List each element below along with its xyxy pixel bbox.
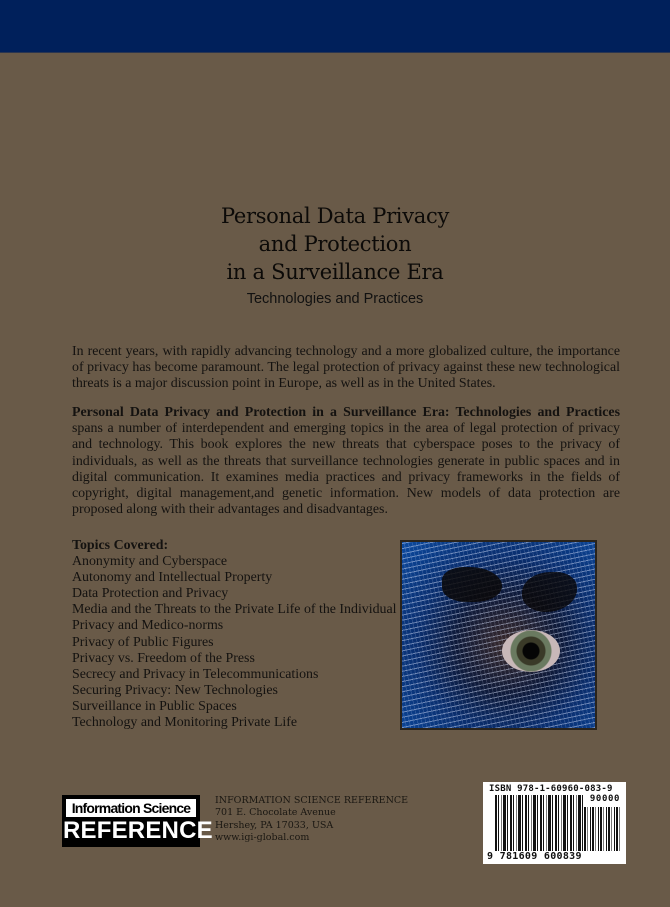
description-book-title: Personal Data Privacy and Protection in a Surveillance Era: Technologies and Practices <box>72 405 620 420</box>
logo-text-top: Information Science <box>66 799 196 817</box>
top-color-band <box>0 0 670 53</box>
topic-item: Secrecy and Privacy in Telecommunications <box>72 666 319 682</box>
book-title-line-1: Personal Data Privacy <box>220 204 450 228</box>
topic-item: Anonymity and Cyberspace <box>72 554 228 570</box>
topic-item: Autonomy and Intellectual Property <box>72 570 273 586</box>
binary-pattern <box>402 542 595 728</box>
topic-item: Privacy vs. Freedom of the Press <box>72 650 255 666</box>
dark-splash <box>442 567 502 602</box>
description-paragraph-2-body: spans a number of interdependent and emerging topics in the area of legal protection of privacy and technology. This book explores the new threats that cyberspace poses to the privacy of individuals, as well as the threats that surveillance technologies generate in public spaces and in digital communication. It examines media practices and privacy frameworks in the fields of copyright, digital management,and genetic information. New models of data protection are proposed along with their advantages and disadvantages. <box>72 421 620 518</box>
book-title-line-2: and Protection <box>258 232 412 256</box>
price-code: 90000 <box>589 794 620 804</box>
title-block <box>0 202 670 310</box>
publisher-address <box>215 795 408 844</box>
topic-item: Media and the Threats to the Private Life of the Individual <box>72 602 397 618</box>
cover-illustration <box>400 540 597 730</box>
topics-heading: Topics Covered: <box>72 538 169 553</box>
book-subtitle: Technologies and Practices <box>246 291 424 307</box>
topic-item: Technology and Monitoring Private Life <box>72 715 298 731</box>
publisher-name: INFORMATION SCIENCE REFERENCE <box>215 795 409 806</box>
publisher-logo <box>62 795 213 847</box>
publisher-city: Hershey, PA 17033, USA <box>215 819 334 831</box>
book-title-line-3: in a Surveillance Era <box>226 260 444 284</box>
topic-item: Surveillance in Public Spaces <box>72 698 237 714</box>
logo-text-bottom: REFERENCE <box>63 817 213 844</box>
description-paragraph-1: In recent years, with rapidly advancing technology and a more globalized culture, the importance of privacy has become paramount. The legal protection of privacy against these new technological threats is a major discussion point in Europe, as well as in the United States. <box>72 344 620 392</box>
barcode-icon <box>495 795 583 851</box>
isbn-barcode <box>483 782 626 864</box>
eye-icon <box>502 630 560 672</box>
topic-item: Privacy and Medico-norms <box>72 618 224 634</box>
topic-item: Securing Privacy: New Technologies <box>72 682 278 698</box>
publisher-website: www.igi-global.com <box>215 831 310 843</box>
description-paragraph-2 <box>72 405 620 518</box>
topic-item: Privacy of Public Figures <box>72 634 214 650</box>
topics-list <box>72 538 402 731</box>
isbn-number: ISBN 978-1-60960-083-9 <box>489 784 613 794</box>
publisher-street: 701 E. Chocolate Avenue <box>215 807 336 819</box>
barcode-digits: 9 781609 600839 <box>487 851 582 862</box>
barcode-addon-icon <box>584 807 620 851</box>
topic-item: Data Protection and Privacy <box>72 586 229 602</box>
